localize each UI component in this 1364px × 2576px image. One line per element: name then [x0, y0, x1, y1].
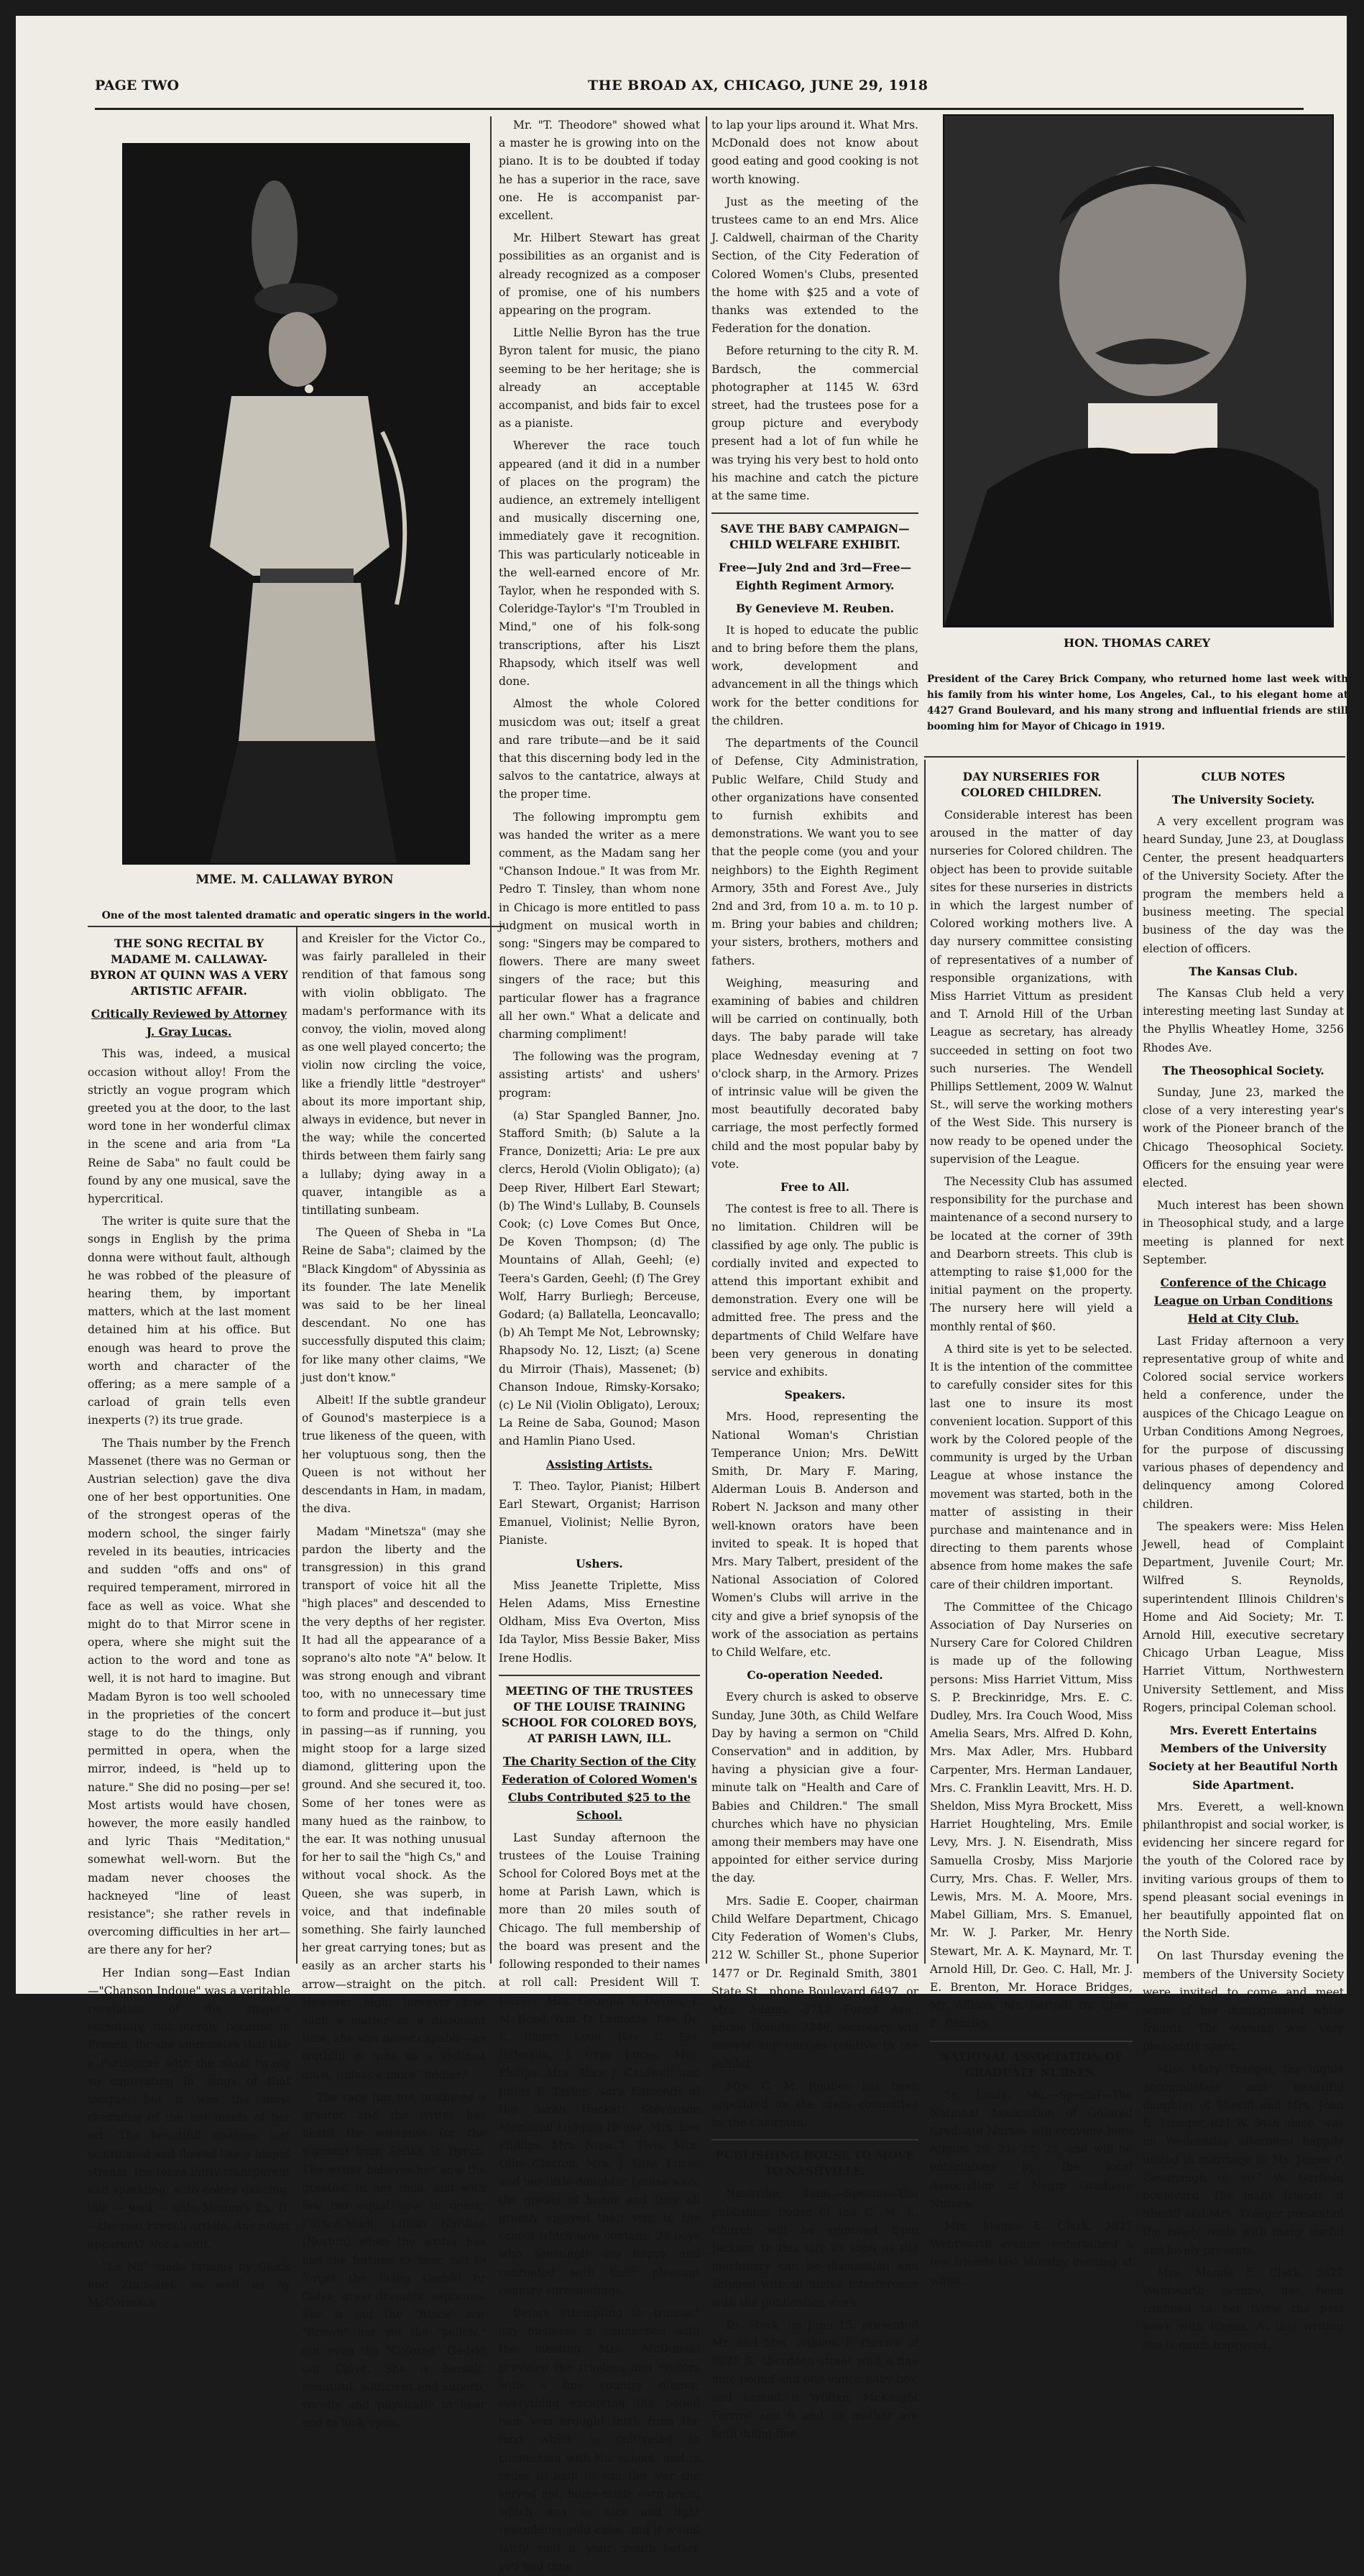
program-list: (a) Star Spangled Banner, Jno. Stafford Smith; (b) Salute a la France, Donizetti; Aria: Le pre aux clercs, Herold (Violin Obligato); (a) Deep River, Hilbert Earl Stewart; (b) The Wind's Lullaby, B. Counsels Cook; (c) Love Comes But Once, De Koven Thompson; (d) The Mountains of Allah, Geehl; (e) Teera's Garden, Geehl; (f) The Grey Wolf, Harry Burliegh; Berceuse, Godard; (a) Ballatella, Leoncavallo; (b) Ah Tempt Me Not, Lebrownsky; Rhapsody No. 12, Liszt; (a) Scene du Mirroir (Thais), Massenet; (b) Chanson Indoue, Rimsky-Korsako; (c) Le Nil (Violin Obligato), Leroux; La Reine de Saba, Gounod; Mason and Hamlin Piano Used. [499, 1108, 700, 1448]
article-paragraph: Considerable interest has been aroused in the matter of day nurseries for Colored children. The object has been to provide suitable sites for these nurseries in districts in which the largest number of Colored working mothers live. A day nursery committee consisting of representatives of a number of responsible organizations, with Miss Harriet Vittum as president and T. Arnold Hill of the Urban League as secretary, has already succeeded in setting on foot two such nurseries. The Wendell Phillips Settlement, 2009 W. Walnut St., will serve the working mothers of the West Side. This nursery is now ready to be opened under the supervision of the League. [930, 809, 1133, 1166]
section-divider [711, 2139, 918, 2140]
conference-title: Conference of the Chicago League on Urban Conditions Held at City Club. [1153, 1276, 1333, 1326]
article-paragraph: Mrs. Mamie E. Clark, 3827 Wentworth avenue, has been confined to her home the past week with illness. At this writing she is much improved. [1143, 2266, 1344, 2352]
theosophical-title: The Theosophical Society. [1162, 1063, 1324, 1077]
section-divider [711, 512, 918, 514]
portrait-man-image [944, 116, 1332, 626]
carey-portrait-photo [943, 114, 1334, 627]
article-paragraph: The following was the program, assisting artists' and ushers' program: [499, 1050, 700, 1100]
song-recital-headline: THE SONG RECITAL BY MADAME M. CALLAWAY-BYRON AT QUINN WAS A VERY ARTISTIC AFFAIR. [90, 937, 288, 998]
article-paragraph: Her Indian song—East Indian—"Chanson Indoue" was a veritable revelation of the singer's versatility, not merely because in French, for she enunciates that like a Parisienne with the nasal twang so captivating in songs of that tongue, but it was the most charming of the hot meals of her art. The beautiful nuances just scintillated and flowed like a limpid stream, the tones fairly transparent and sparkling; with colors dancing, like — well — unto Mumm's Ex. D.—the real French article. Any effort apparent? Not a whit. [88, 1966, 290, 2251]
article-paragraph: Little Nellie Byron has the true Byron talent for music, the piano seeming to be her heritage; she is already an acceptable accompanist, and bids fair to excel as a pianiste. [499, 326, 700, 431]
article-paragraph: The Queen of Sheba in "La Reine de Saba"; claimed by the "Black Kingdom" of Abyssinia as its founder. The late Menelik was said to be her lineal descendant. No one has successfully disputed this claim; for like many other claims, "We just don't know." [302, 1226, 486, 1384]
byron-photo-name: MME. M. CALLAWAY BYRON [195, 873, 394, 887]
article-paragraph: Last Sunday afternoon the trustees of the Louise Training School for Colored Boys met at the home at Parish Lawn, which is more than 20 miles south of Chicago. The full membership of the board was present and the following responded to their names at roll call: President Will T. Davies, Mrs. Georgia T. Davies, I. M. Reed, Wm. O. Lamonte, Rev. Dr. E. Emory Lyon, Rev. C. Lee Jefferson, J. Gray Lucas, Mrs. Philips, Mrs. Alice J. Caldwell and Julius F. Taylor, Nora Edmonds of the Sarah Hackett Stevenson Memorial Lodging House, Mrs. Leo Phillips, Mrs. Nina T. Tivis, Mrs. Ollie Claxton, Mrs. J. Gray Lucas and her little daughter Louise were the guests of honor and they all greatly enjoyed their visit to the school which now contains 28 boys who seemingly are happy and contented with their pleasant country surroundings. [499, 1831, 700, 2297]
article-paragraph: The contest is free to all. There is no limitation. Children will be classified by age only. The public is cordially invited and expected to attend this important exhibit and demonstration. Every one will be admitted free. The press and the departments of Child Welfare have been very generous in donating service and exhibits. [711, 1202, 918, 1379]
article-paragraph: Wherever the race touch appeared (and it did in a number of places on the program) the audience, an extremely intelligent and musically discerning one, immediately gave it recognition. This was particularly noticeable in the well-earned encore of Mr. Taylor, when he responded with S. Coleridge-Taylor's "I'm Troubled in Mind," one of his folk-song transcriptions, after his Liszt Rhapsody, which itself was well done. [499, 439, 700, 689]
trustees-subhead: The Charity Section of the City Federation of Colored Women's Clubs Contributed $25 to the School. [501, 1754, 698, 1823]
ushers-title: Ushers. [576, 1556, 623, 1570]
article-paragraph: to lap your lips around it. What Mrs. McDonald does not know about good eating and good cooking is not worth knowing. [711, 119, 918, 186]
divider-right [924, 756, 1345, 758]
carey-photo-caption: President of the Carey Brick Company, who returned home last week with his family from his winter home, Los Angeles, Cal., to his elegant home at 4427 Grand Boulevard, and his many strong and influential friends are still booming him for Mayor of Chicago in 1919. [927, 673, 1348, 732]
article-paragraph: It is hoped to educate the public and to bring before them the plans, work, development and advancement in all the things which work for the better conditions for the children. [711, 623, 918, 727]
carey-photo-name: HON. THOMAS CAREY [1063, 636, 1211, 650]
article-paragraph: The race has not produced a greater, and the writer has heard the sopranos (or the soprani) from Selika to Byron. The writer believes her now the greatest in her race, and with few her equal now in opera; Fursch-Madi, Lillian Nordica (Norton) when the writer has had the fortune to hear, not to forget the living Gadski or Calve, great dramatic sopranos. She is not the "Black" nor "Brown" nor yet the "yellow," nor even the "Colored" Gadski nor Calve. She is herself; beautiful, sufficient and superb, vocally and physically to hear and to look upon. [302, 2090, 486, 2430]
article-paragraph: Almost the whole Colored musicdom was out; itself a great and rare tribute—and be it said that this discerning body led in the salvos to the cantatrice, always at the proper time. [499, 697, 700, 801]
nurses-headline: NATIONAL ASSOCIATION OF GRADUATE NURSES. [939, 2049, 1123, 2079]
cooperation-title: Co-operation Needed. [747, 1668, 883, 1683]
article-paragraph: "Le Nil" made famous by Gluck and Zimbalist, as well as by McCormack [88, 2260, 290, 2310]
article-paragraph: and Kreisler for the Victor Co., was fairly paralleled in their rendition of that famous song with violin obbligato. The madam's performance with its convoy, the violin, moved along as one well played concerto; the violin now circling the voice, like a friendly little "destroyer" about its more important ship, always in evidence, but never in the way; while the concerted thirds between them fairly sang a lullaby; dying away in a quaver, intangible as a tintillating sunbeam. [302, 932, 486, 1218]
article-paragraph: Madam "Minetsza" (may she pardon the liberty and the transgression) in this grand transport of voice hit all the "high places" and descended to the very depths of her register. It had all the appearance of a soprano's alto note "A" below. It was strong enough and vibrant too, with no unnecessary time to form and produce it—but just in passing—as if running, you might stoop for a large sized diamond, glittering upon the ground. And she secured it, too. Some of her tones were as many hued as the rainbow, to the ear. It was nothing unusual for her to sail the "high Cs," and without vocal shock. As the Queen, she was superb, in voice, and that indefinable something. She fairly launched her great carrying tones; but as easily as an archer starts his arrow—straight on the pitch. However high; however low; such a matter as a dissonant tone, she was never capable—as truthful in tone as a violinist must, unless a mere "fiddler." [302, 1524, 486, 2082]
column-4 [711, 116, 918, 2440]
article-paragraph: Mrs. Everett, a well-known philanthropist and social worker, is evidencing her sincere regard for the youth of the Colored race by inviting various groups of them to spend pleasant social evenings in her beautifully appointed flat on the North Side. [1143, 1800, 1344, 1941]
article-paragraph: Before attempting to transact any business in connection with the meeting Mrs. McDonald provided the trustees and visitors with a fine country dinner; everything excepting the boiled ham was brought forth from the land which is cultivated in connection with the school, and in order to help to win the war she served hot, home-made corn-bread which was so nice and light resembling gold cake, and it would fairly melt in your mouth before you had time [499, 2306, 700, 2573]
article-paragraph: The Kansas Club held a very interesting meeting last Sunday at the Phyllis Wheatley Home, 3256 Rhodes Ave. [1143, 987, 1344, 1054]
article-paragraph: Mrs. G. M. Reuben has been appointed on the press committee by the chairman. [711, 2079, 918, 2130]
assisting-artists-title: Assisting Artists. [546, 1457, 653, 1471]
baby-campaign-headline: SAVE THE BABY CAMPAIGN—CHILD WELFARE EXHIBIT. [720, 522, 910, 552]
singer-figure-image [124, 144, 469, 863]
article-paragraph: The writer is quite sure that the songs in English by the prima donna were without fault, although he was robbed of the pleasure of hearing them, by important matters, which at the last moment detained him at his office. But enough was heard to prove the worth and character of the offering; as a mere sample of a carload of grain tells even inexperts (?) its true grade. [88, 1215, 290, 1427]
everett-title: Mrs. Everett Entertains Members of the University Society at her Beautiful North Side Apartment. [1148, 1723, 1338, 1792]
article-paragraph: Albeit! If the subtle grandeur of Gounod's masterpiece is a true likeness of the queen, with her voluptuous song, then the Queen is not without her descendants in Ham, in madam, the diva. [302, 1394, 486, 1516]
article-paragraph: Mr. "T. Theodore" showed what a master he is growing into on the piano. It is to be doubted if today he has a superior in the race, save one. He is accompanist par-excellent. [499, 119, 700, 223]
baby-campaign-byline: By Genevieve M. Reuben. [735, 601, 895, 615]
article-paragraph: The Committee of the Chicago Association of Day Nurseries on Nursery Care for Colored Children is made up of the following persons: Miss Harriet Vittum, Miss S. P. Breckinridge, Mrs. E. C. Dudley, Mrs. Ira Couch Wood, Miss Amelia Sears, Mrs. Alfred D. Kohn, Mrs. Max Adler, Mrs. Hubbard Carpenter, Mrs. Herman Landauer, Mrs. C. Franklin Leavitt, Mrs. H. D. Sheldon, Miss Myra Brockett, Miss Harriet Houghteling, Mrs. Emile Levy, Mrs. J. N. Eisendrath, Miss Samuella Crosby, Miss Marjorie Curry, Mrs. Chas. F. Weller, Mrs. Lewis, Mrs. M. A. Moore, Mrs. Mabel Gilliam, Mrs. S. Emanuel, Mr. W. J. Parker, Mr. Henry Stewart, Mr. A. K. Maynard, Mr. T. Arnold Hill, Dr. Geo. C. Hall, Mr. J. E. Brenton, Mr. Horace Bridges, Mr. Allison, Mr. Bartoff, Dr. Chas. E. Bentley. [930, 1600, 1133, 2030]
column-rule-3 [924, 760, 926, 1964]
article-paragraph: Miss Mary Traeger, the highly accomplished and beautiful daughter of Sheriff and Mrs. John E. Traeger, 921 W. 54th place, was on Wednesday afternoon happily united in marriage to Mr. James P. Cavanaugh of 907 W. Garfield boulevard. The many friends of Sheriff and Mrs. Traeger presented the newly weds with many useful and lovely presents. [1143, 2062, 1344, 2257]
kansas-club-title: The Kansas Club. [1189, 964, 1298, 978]
song-recital-column-2 [302, 930, 486, 2430]
page-header [95, 78, 1304, 106]
article-paragraph: A third site is yet to be selected. It is the intention of the committee to carefully consider sites for this last one to insure its most convenient location. Support of this work by the Colored people of the community is urged by the Urban League at whose instance the movement was started, both in the matter of assisting in their purchase and maintenance and in directing to them parents whose absence from home makes the safe care of their children important. [930, 1342, 1133, 1591]
section-divider [499, 1675, 700, 1676]
trustees-headline: MEETING OF THE TRUSTEES OF THE LOUISE TRAINING SCHOOL FOR COLORED BOYS, AT PARISH LAWN, ILL. [501, 1683, 698, 1745]
song-recital-byline: Critically Reviewed by Attorney J. Gray Lucas. [91, 1007, 287, 1039]
article-paragraph: The Necessity Club has assumed responsibility for the purchase and maintenance of a second nursery to be located at the corner of 39th and Dearborn streets. This club is attempting to raise $1,000 for the initial payment on the property. The nursery here will yield a monthly rental of $60. [930, 1175, 1133, 1333]
byron-portrait-photo [122, 143, 470, 865]
masthead: THE BROAD AX, CHICAGO, JUNE 29, 1918 [588, 78, 928, 93]
song-recital-column-1 [88, 930, 290, 2310]
article-paragraph: Before returning to the city R. M. Bardsch, the commercial photographer at 1145 W. 63rd street, had the trustees pose for a group picture and everybody present had a lot of fun while he was trying his very best to hold onto his machine and catch the picture at the same time. [711, 344, 918, 503]
free-to-all-title: Free to All. [780, 1179, 850, 1194]
article-paragraph: Weighing, measuring and examining of babies and children will be carried on continually, both days. The baby parade will take place Wednesday evening at 7 o'clock sharp, in the Armory. Prizes of intrinsic value will be given the most beautifully decorated baby carriage, the most perfectly formed child and the most popular baby by vote. [711, 976, 918, 1171]
article-paragraph: Mr. Hilbert Stewart has great possibilities as an organist and is already recognized as a composer of promise, one of his numbers appearing on the program. [499, 231, 700, 318]
article-paragraph: Mrs. Sadie E. Cooper, chairman Child Welfare Department, Chicago City Federation of Women's Clubs, 212 W. Schiller St., phone Superior 1477 or Dr. Reginald Smith, 3801 State St., phone Boulevard 6497, or Mrs. Adams, 3715 Forest Ave., phone Douglas 3348, secretary, will answer any queries relative to the exhibit. [711, 1894, 918, 2071]
article-paragraph: Just as the meeting of the trustees came to an end Mrs. Alice J. Caldwell, chairman of the Charity Section, of the City Federation of Colored Women's Clubs, presented the home with $25 and a vote of thanks was extended to the Federation for the donation. [711, 195, 918, 336]
ushers-text: Miss Jeanette Triplette, Miss Helen Adams, Miss Ernestine Oldham, Miss Eva Overton, Miss Ida Taylor, Miss Bessie Baker, Miss Irene Hodlis. [499, 1578, 700, 1665]
column-6 [1143, 763, 1344, 2352]
assisting-artists-text: T. Theo. Taylor, Pianist; Hilbert Earl Stewart, Organist; Harrison Emanuel, Violinist; Nellie Byron, Pianiste. [499, 1479, 700, 1547]
baby-campaign-subhead: Free—July 2nd and 3rd—Free—Eighth Regiment Armory. [718, 561, 912, 593]
page-number: PAGE TWO [95, 78, 179, 93]
article-paragraph: On last Thursday evening the members of the University Society were invited to come and meet some of her distinguished white friends. The evening was very pleasantly spent. [1143, 1949, 1344, 2053]
article-paragraph: Much interest has been shown in Theosophical study, and a large meeting is planned for next September. [1143, 1199, 1344, 1266]
article-paragraph: Mrs. Mamie E. Clark, 3827 Wentworth avenue, entertained a few friends last Monday evening at whist. [930, 2220, 1133, 2287]
byron-photo-caption: One of the most talented dramatic and operatic singers in the world. [101, 910, 491, 921]
publishing-headline: PUBLISHING HOUSE TO MOVE TO NASHVILLE. [715, 2148, 915, 2179]
article-paragraph: Last Friday afternoon a very representative group of white and Colored social service workers held a conference, under the auspices of the Chicago League on Urban Conditions Among Negroes, for the purpose of discussing various phases of dependency and delinquency among Colored children. [1143, 1334, 1344, 1511]
article-paragraph: The Thais number by the French Massenet (there was no German or Austrian selection) gave the diva one of her best opportunities. One of the strongest operas of the modern school, the singer fairly reveled in its beauties, intricacies and sudden "offs and ons" of required temperament, mirrored in face as well as voice. What she might do to that Mirror scene in opera, where she might suit the action to the word and tone as well, it is not hard to imagine. But Madam Byron is too well schooled in the proprieties of the concert stage to do the things, only permitted in opera, when the mirror, indeed, is "held up to nature." She did no posing—per se! Most artists would have chosen, however, the more easily handled and lyric Thais "Meditation," somewhat well-worn. But the madam never chooses the hackneyed "line of least resistance"; she rather revels in overcoming difficulties in her art—are there any for her? [88, 1436, 290, 1957]
newspaper-page [16, 16, 1348, 2573]
article-paragraph: Dr. Stork, on June 15, presented Mr. and Mrs. William F. Farrow of 6020 S. Aberdeen street with a fine nine-pound and one-ounce baby boy, and named it William McKnight Farrow and it and its mother are both doing fine. [711, 2318, 918, 2440]
article-paragraph: The speakers were: Miss Helen Jewell, head of Complaint Department, Juvenile Court; Mr. Wilfred S. Reynolds, superintendent Illinois Children's Home and Aid Society; Mr. T. Arnold Hill, executive secretary Chicago Urban League, Miss Harriet Vittum, Northwestern University Settlement, and Miss Rogers, principal Coleman school. [1143, 1519, 1344, 1714]
column-rule-mid [296, 927, 298, 1964]
article-paragraph: The following impromptu gem was handed the writer as a mere comment, as the Madam sang her "Chanson Indoue." It was from Mr. Pedro T. Tinsley, than whom none in Chicago is more entitled to pass judgment on musical worth in song: "Singers may be compared to flowers. There are many sweet singers of the race; but this particular flower has a fragrance all her own." What a delicate and charming compliment! [499, 810, 700, 1041]
column-5 [930, 763, 1133, 2287]
column-rule-4 [1137, 760, 1138, 1964]
club-notes-headline: CLUB NOTES [1201, 770, 1286, 783]
column-3 [499, 116, 700, 2573]
column-rule-2 [706, 116, 707, 1964]
header-rule [95, 108, 1304, 110]
article-paragraph: A very excellent program was heard Sunday, June 23, at Douglass Center, the present headquarters of the University Society. After the program the members held a business meeting. The special business of the day was the election of officers. [1143, 815, 1344, 955]
article-paragraph: This was, indeed, a musical occasion without alloy! From the strictly an vogue program which greeted you at the door, to the last word tone in her wonderful climax in the scene and aria from "La Reine de Saba" no fault could be found by any one musical, save the hypercritical. [88, 1047, 290, 1206]
article-paragraph: The departments of the Council of Defense, City Administration, Public Welfare, Child Study and other organizations have consented to furnish exhibits and demonstrations. We want you to see that the people come (you and your neighbors) to the Eighth Regiment Armory, 35th and Forest Ave., July 2nd and 3rd, from 10 a. m. to 10 p. m. Bring your babies and children; your sisters, brothers, mothers and fathers. [711, 737, 918, 967]
article-paragraph: St. Louis, Mo.—Special—The National Association of Colored Graduate Nurses will convene here August 20, 21, 22, 23, and will be entertained by the local Association of Negro Graduate Nurses. [930, 2088, 1133, 2210]
university-society-title: The University Society. [1171, 793, 1315, 806]
article-paragraph: Nashville, Tenn.—Special—The publishing house of the C. M. E. Church will be removed from Jackson to this city as soon as the machinery can be dismantled and shipped without undue interference with the publication work. [711, 2187, 918, 2309]
column-rule-1 [490, 116, 492, 1964]
section-divider [930, 2041, 1133, 2042]
article-paragraph: Sunday, June 23, marked the close of a very interesting year's work of the Pioneer branch of the Chicago Theosophical Society. Officers for the ensuing year were elected. [1143, 1086, 1344, 1190]
article-paragraph: Mrs. Hood, representing the National Woman's Christian Temperance Union; Mrs. DeWitt Smith, Dr. Mary F. Maring, Alderman Louis B. Anderson and Robert N. Jackson and many other well-known orators have been invited to speak. It is hoped that Mrs. Mary Talbert, president of the National Association of Colored Women's Clubs will arrive in the city and give a brief synopsis of the work of the association as pertains to Child Welfare, etc. [711, 1410, 918, 1660]
speakers-title: Speakers. [784, 1388, 846, 1402]
article-paragraph: Every church is asked to observe Sunday, June 30th, as Child Welfare Day by having a sermon on "Child Conservation" and in addition, by having a physician give a four-minute talk on "Health and Care of Babies and Children." The small churches which have no physician among their members may have one appointed for either service during the day. [711, 1690, 918, 1885]
nurseries-headline: DAY NURSERIES FOR COLORED CHILDREN. [961, 770, 1102, 799]
